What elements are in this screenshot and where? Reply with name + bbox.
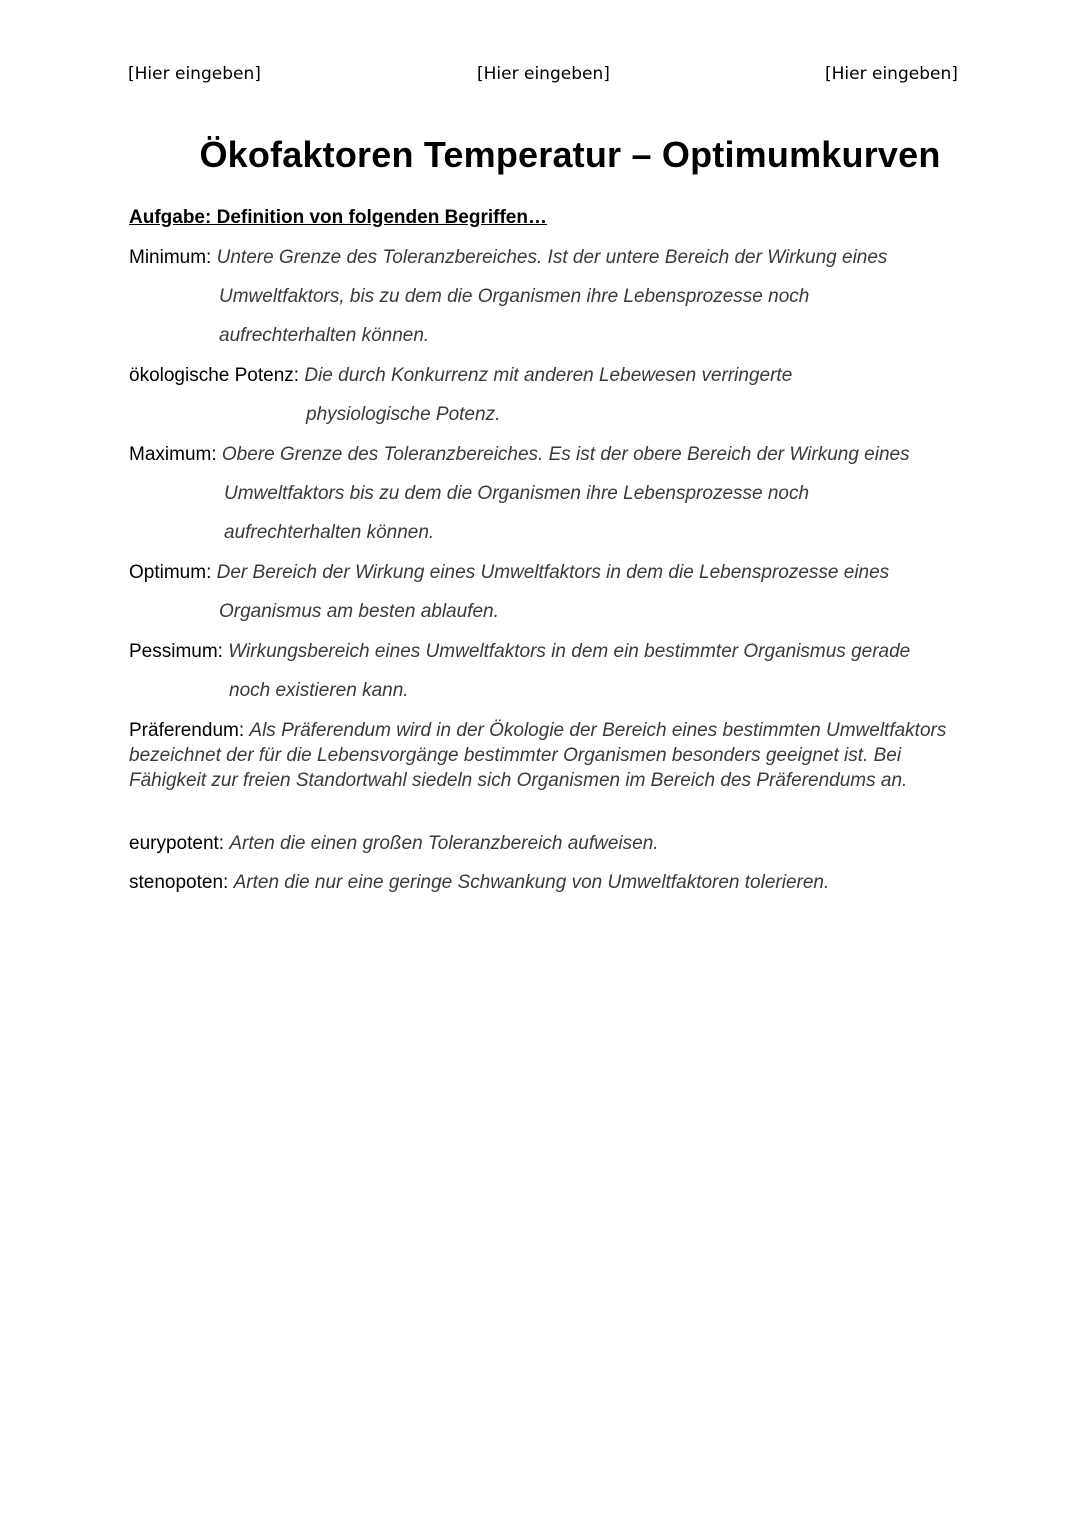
definition-text: Die durch Konkurrenz mit anderen Lebewesen verringerte bbox=[304, 365, 793, 386]
definition-text: Organismus am besten ablaufen. bbox=[219, 601, 499, 622]
definition-maximum bbox=[129, 435, 910, 552]
definition-text: aufrechterhalten können. bbox=[224, 522, 435, 543]
definition-stenopoten bbox=[129, 863, 829, 902]
term-label: Optimum: bbox=[129, 562, 212, 583]
definition-text: Wirkungsbereich eines Umweltfaktors in dem ein bestimmter Organismus gerade bbox=[228, 641, 911, 662]
definition-text: Obere Grenze des Toleranzbereiches. Es ist der obere Bereich der Wirkung eines bbox=[221, 444, 910, 465]
term-label: stenopoten: bbox=[129, 872, 229, 893]
definition-eurypotent bbox=[129, 824, 659, 863]
definition-text: Umweltfaktors bis zu dem die Organismen ihre Lebensprozesse noch bbox=[224, 483, 810, 504]
definition-praeferendum bbox=[129, 718, 959, 793]
definition-text: Umweltfaktors, bis zu dem die Organismen ihre Lebensprozesse noch bbox=[219, 286, 810, 307]
header-placeholder-left[interactable]: [Hier eingeben] bbox=[128, 64, 261, 84]
definition-text: physiologische Potenz. bbox=[306, 404, 501, 425]
definition-text: aufrechterhalten können. bbox=[219, 325, 430, 346]
term-label: Maximum: bbox=[129, 444, 217, 465]
definition-minimum bbox=[129, 238, 887, 355]
definition-pessimum bbox=[129, 632, 910, 710]
definition-optimum bbox=[129, 553, 889, 631]
term-label: Präferendum: bbox=[129, 720, 245, 741]
definition-text: Untere Grenze des Toleranzbereiches. Ist der untere Bereich der Wirkung eines bbox=[216, 247, 888, 268]
term-label: Minimum: bbox=[129, 247, 212, 268]
term-label: Pessimum: bbox=[129, 641, 223, 662]
term-label: ökologische Potenz: bbox=[129, 365, 300, 386]
definition-text: noch existieren kann. bbox=[229, 680, 409, 701]
definition-text: Der Bereich der Wirkung eines Umweltfaktors in dem die Lebensprozesse eines bbox=[216, 562, 890, 583]
page-title: Ökofaktoren Temperatur – Optimumkurven bbox=[199, 134, 941, 175]
header-placeholder-right[interactable]: [Hier eingeben] bbox=[825, 64, 958, 84]
definition-oekologische-potenz bbox=[129, 356, 792, 434]
definition-text: Als Präferendum wird in der Ökologie der Bereich eines bestimmten Umweltfaktors bezeichnet der für die Lebensvorgänge bestimmter Organismen besonders geeignet ist. Bei Fähigkeit zur freien Standortwahl siedeln sich Organismen im Bereich des Präferendums an. bbox=[129, 720, 947, 791]
definition-text: Arten die einen großen Toleranzbereich aufweisen. bbox=[229, 833, 659, 854]
task-heading: Aufgabe: Definition von folgenden Begriffen… bbox=[129, 207, 547, 228]
term-label: eurypotent: bbox=[129, 833, 225, 854]
definition-text: Arten die nur eine geringe Schwankung von Umweltfaktoren tolerieren. bbox=[233, 872, 830, 893]
header-placeholder-center[interactable]: [Hier eingeben] bbox=[477, 64, 610, 84]
